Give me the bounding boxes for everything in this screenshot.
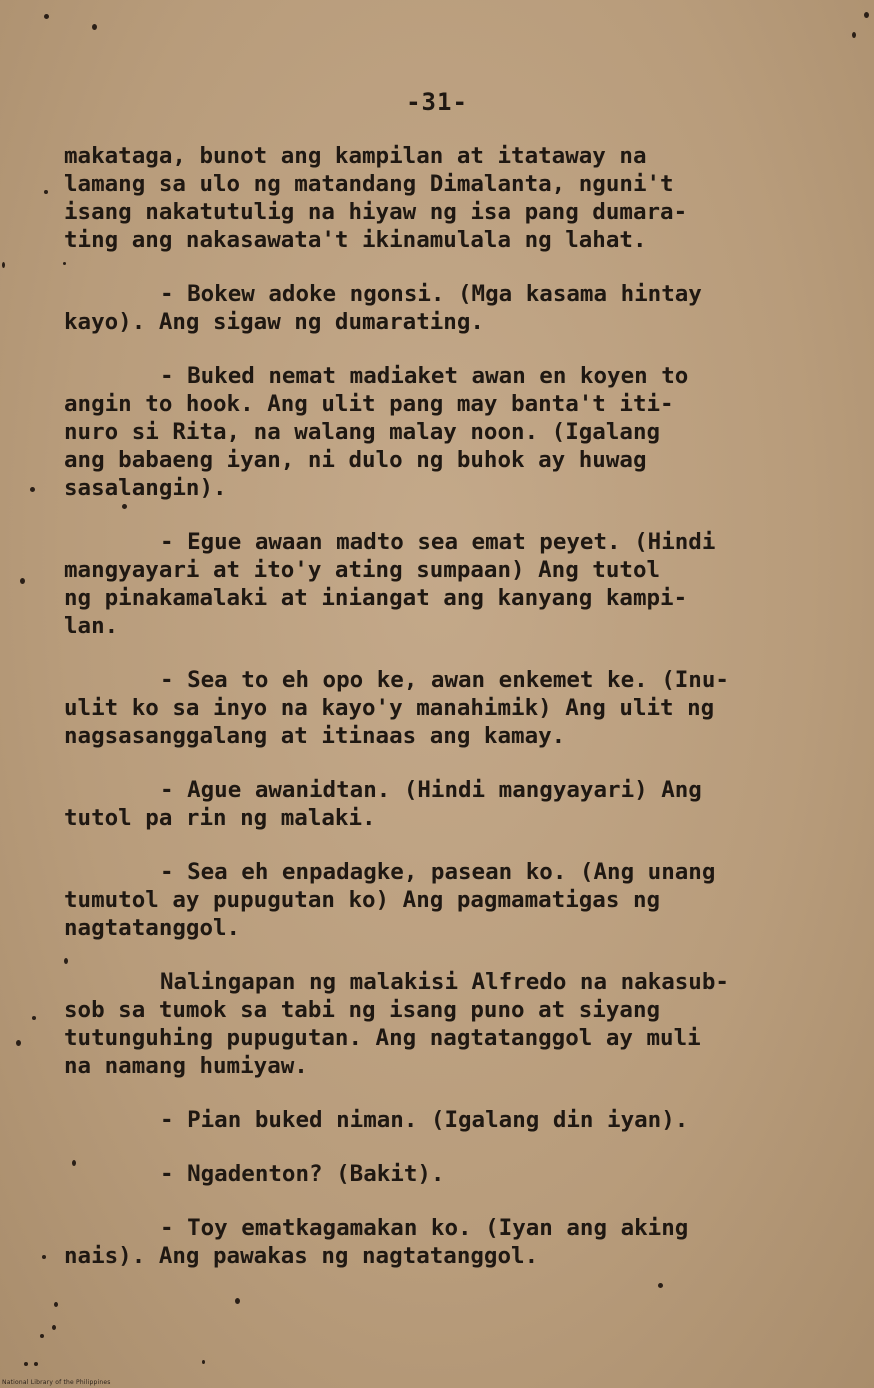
paper-speck: [64, 958, 68, 964]
paragraph: [64, 1106, 844, 1134]
text-line: lamang sa ulo ng matandang Dimalanta, nguni't: [64, 171, 674, 197]
paper-speck: [2, 262, 5, 268]
paragraph: [64, 280, 844, 336]
text-line: na namang humiyaw.: [64, 1053, 308, 1079]
paper-speck: [658, 1283, 663, 1288]
paragraph: [64, 362, 844, 502]
paragraph: [64, 528, 844, 640]
paper-speck: [92, 24, 97, 30]
paper-speck: [34, 1362, 38, 1366]
paragraph: [64, 858, 844, 942]
text-line: Nalingapan ng malakisi Alfredo na nakasub-: [160, 969, 729, 995]
document-body: [64, 142, 844, 1296]
text-line: tumutol ay pupugutan ko) Ang pagmamatigas ng: [64, 887, 661, 913]
paper-speck: [24, 1362, 28, 1366]
text-line: - Ague awanidtan. (Hindi mangyayari) Ang: [160, 777, 702, 803]
page-number: -31-: [406, 88, 468, 116]
text-line: mangyayari at ito'y ating sumpaan) Ang tutol: [64, 557, 661, 583]
paper-speck: [32, 1016, 36, 1020]
paragraph: [64, 1214, 844, 1270]
text-line: - Sea eh enpadagke, pasean ko. (Ang unang: [160, 859, 716, 885]
paper-speck: [44, 190, 48, 194]
text-line: nais). Ang pawakas ng nagtatanggol.: [64, 1243, 539, 1269]
text-line: makataga, bunot ang kampilan at itataway na: [64, 143, 647, 169]
library-credit: National Library of the Philippines: [2, 1379, 111, 1386]
text-line: sasalangin).: [64, 475, 227, 501]
text-line: - Toy ematkagamakan ko. (Iyan ang aking: [160, 1215, 689, 1241]
paper-speck: [72, 1160, 76, 1166]
text-line: lan.: [64, 613, 119, 639]
text-line: ting ang nakasawata't ikinamulala ng lahat.: [64, 227, 647, 253]
paragraph: [64, 1160, 844, 1188]
paper-speck: [864, 12, 869, 18]
text-line: - Bokew adoke ngonsi. (Mga kasama hintay: [160, 281, 702, 307]
text-line: ang babaeng iyan, ni dulo ng buhok ay huwag: [64, 447, 647, 473]
text-line: ulit ko sa inyo na kayo'y manahimik) Ang ulit ng: [64, 695, 715, 721]
paper-speck: [852, 32, 856, 38]
text-line: - Egue awaan madto sea emat peyet. (Hindi: [160, 529, 716, 555]
paper-speck: [16, 1040, 21, 1046]
paper-speck: [122, 504, 127, 509]
text-line: angin to hook. Ang ulit pang may banta't iti-: [64, 391, 674, 417]
text-line: tutol pa rin ng malaki.: [64, 805, 376, 831]
paper-speck: [63, 262, 66, 265]
paragraph: [64, 142, 844, 254]
text-line: - Sea to eh opo ke, awan enkemet ke. (Inu-: [160, 667, 729, 693]
text-line: nuro si Rita, na walang malay noon. (Igalang: [64, 419, 661, 445]
paper-speck: [52, 1325, 56, 1330]
text-line: tutunguhing pupugutan. Ang nagtatanggol ay muli: [64, 1025, 701, 1051]
paragraph: [64, 776, 844, 832]
text-line: sob sa tumok sa tabi ng isang puno at siyang: [64, 997, 661, 1023]
paper-speck: [40, 1334, 44, 1338]
text-line: ng pinakamalaki at iniangat ang kanyang kampi-: [64, 585, 688, 611]
paragraph: [64, 666, 844, 750]
paper-speck: [42, 1255, 46, 1259]
paper-speck: [20, 578, 25, 584]
paper-speck: [44, 14, 49, 19]
text-line: - Buked nemat madiaket awan en koyen to: [160, 363, 689, 389]
text-line: isang nakatutulig na hiyaw ng isa pang dumara-: [64, 199, 688, 225]
text-line: - Ngadenton? (Bakit).: [160, 1161, 445, 1187]
text-line: - Pian buked niman. (Igalang din iyan).: [160, 1107, 689, 1133]
paragraph: [64, 968, 844, 1080]
paper-speck: [54, 1302, 58, 1307]
paper-speck: [30, 487, 35, 492]
paper-speck: [202, 1360, 205, 1364]
text-line: kayo). Ang sigaw ng dumarating.: [64, 309, 484, 335]
text-line: nagtatanggol.: [64, 915, 241, 941]
text-line: nagsasanggalang at itinaas ang kamay.: [64, 723, 566, 749]
paper-speck: [235, 1298, 240, 1304]
